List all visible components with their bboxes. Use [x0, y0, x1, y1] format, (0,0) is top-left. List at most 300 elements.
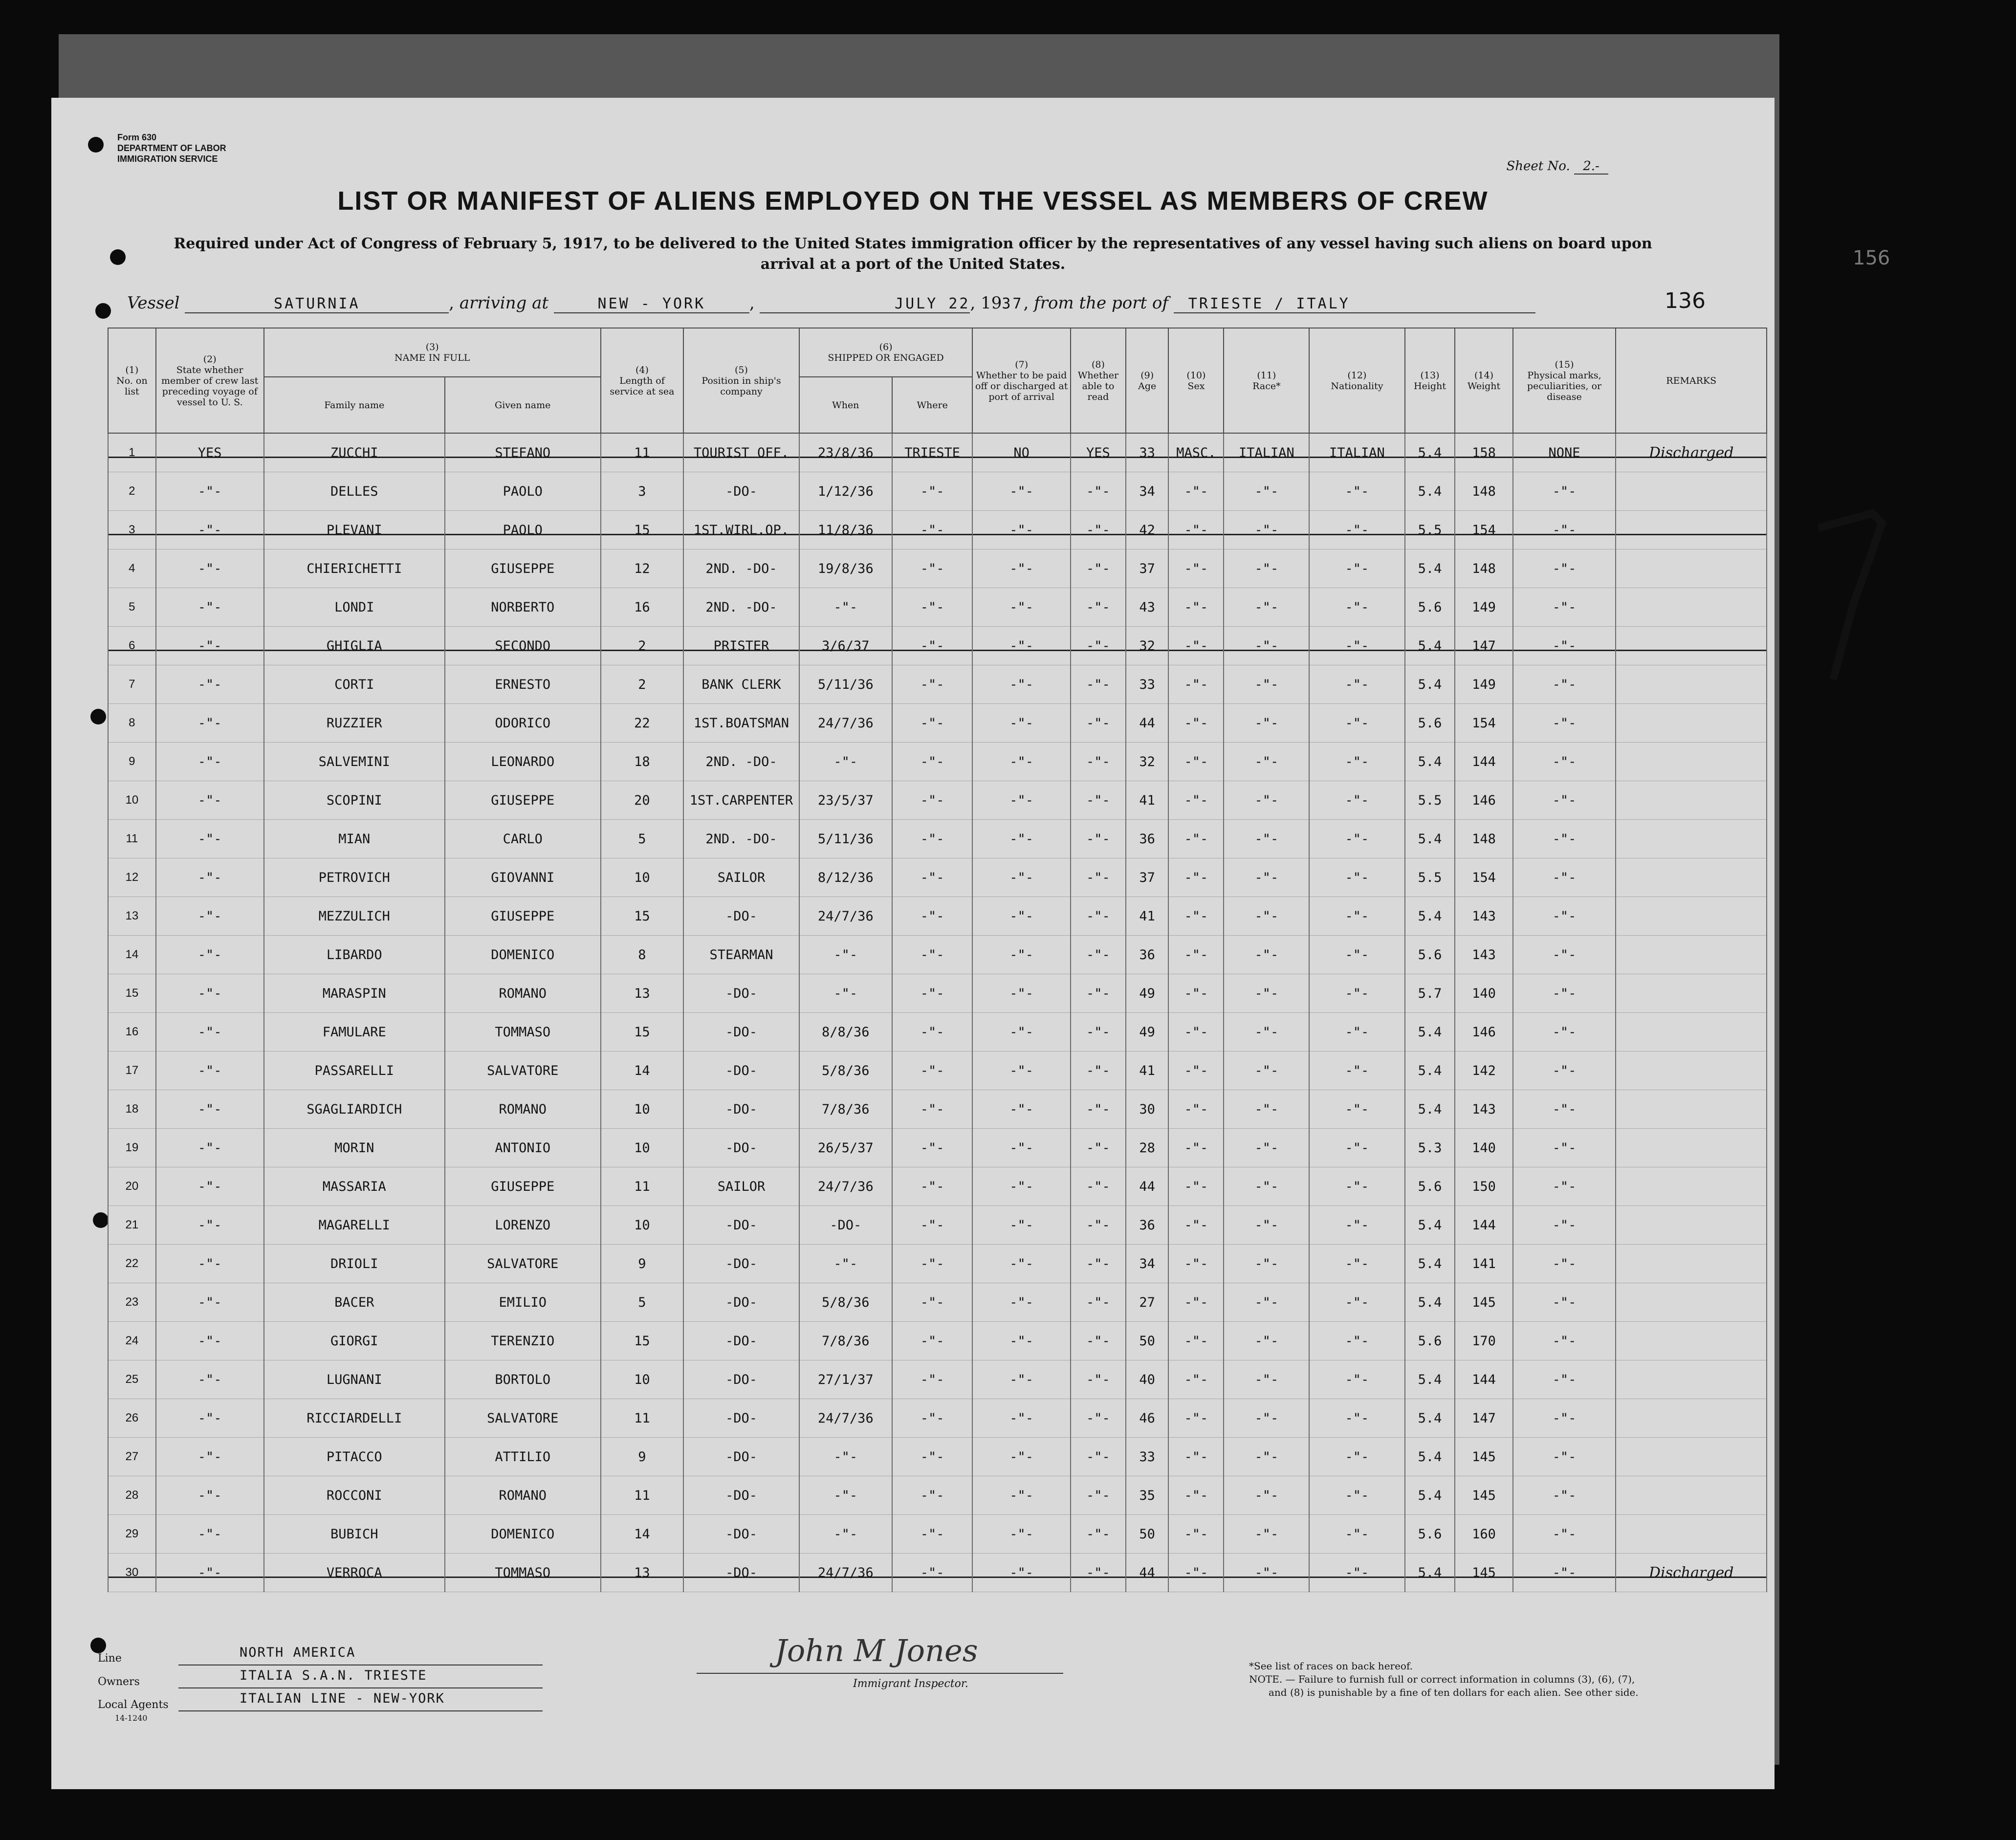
engaged-where-cell: -"- [892, 704, 973, 743]
punch-hole [90, 1638, 106, 1653]
service-length-cell: 2 [601, 665, 684, 704]
height-cell: 5.5 [1405, 858, 1455, 897]
service-length-cell: 9 [601, 1245, 684, 1283]
physical-marks-cell: NONE [1513, 433, 1616, 472]
physical-marks-cell: -"- [1513, 1245, 1616, 1283]
engaged-when-cell: 7/8/36 [799, 1322, 892, 1360]
sex-cell: -"- [1168, 1360, 1224, 1399]
header-last-voyage: (2) State whether member of crew last preceding voyage of vessel to U. S. [156, 328, 264, 433]
crew-table [108, 328, 1767, 1592]
form-number: Form 630 [117, 132, 157, 142]
weight-cell: 141 [1455, 1245, 1512, 1283]
last-voyage-cell: -"- [156, 858, 264, 897]
race-cell: -"- [1224, 1167, 1309, 1206]
age-cell: 32 [1126, 627, 1168, 665]
weight-cell: 154 [1455, 858, 1512, 897]
table-row [108, 974, 1767, 1013]
age-cell: 49 [1126, 1013, 1168, 1051]
engaged-where-cell: -"- [892, 1554, 973, 1592]
engaged-where-cell: -"- [892, 858, 973, 897]
list-number-cell: 7 [108, 665, 156, 704]
race-cell: -"- [1224, 936, 1309, 974]
engaged-when-cell: -"- [799, 936, 892, 974]
position-cell: SAILOR [683, 1167, 799, 1206]
family-name-cell: PASSARELLI [264, 1051, 445, 1090]
last-voyage-cell: -"- [156, 1013, 264, 1051]
family-name-cell: BACER [264, 1283, 445, 1322]
height-cell: 5.6 [1405, 936, 1455, 974]
family-name-cell: SCOPINI [264, 781, 445, 820]
position-cell: -DO- [683, 1554, 799, 1592]
sheet-number-value: 2.- [1574, 159, 1608, 175]
list-number-cell: 15 [108, 974, 156, 1013]
position-cell: -DO- [683, 472, 799, 511]
physical-marks-cell: -"- [1513, 549, 1616, 588]
height-cell: 5.4 [1405, 1206, 1455, 1245]
nationality-cell: -"- [1309, 974, 1404, 1013]
engaged-when-cell: 7/8/36 [799, 1090, 892, 1129]
paid-off-cell: -"- [972, 511, 1070, 549]
service-length-cell: 12 [601, 549, 684, 588]
able-to-read-cell: -"- [1071, 1167, 1126, 1206]
able-to-read-cell: -"- [1071, 781, 1126, 820]
table-row [108, 1554, 1767, 1592]
remarks-cell [1616, 1206, 1767, 1245]
engaged-where-cell: -"- [892, 1515, 973, 1554]
weight-cell: 144 [1455, 1206, 1512, 1245]
able-to-read-cell: -"- [1071, 1322, 1126, 1360]
sex-cell: -"- [1168, 820, 1224, 858]
family-name-cell: RICCIARDELLI [264, 1399, 445, 1438]
remarks-cell [1616, 1515, 1767, 1554]
physical-marks-cell: -"- [1513, 1322, 1616, 1360]
list-number-cell: 19 [108, 1129, 156, 1167]
able-to-read-cell: -"- [1071, 1476, 1126, 1515]
physical-marks-cell: -"- [1513, 1283, 1616, 1322]
weight-cell: 145 [1455, 1438, 1512, 1476]
remarks-cell [1616, 1167, 1767, 1206]
list-number-cell: 5 [108, 588, 156, 627]
engaged-where-cell: -"- [892, 1360, 973, 1399]
nationality-cell: -"- [1309, 820, 1404, 858]
line-label: Line [98, 1652, 122, 1665]
family-name-cell: CHIERICHETTI [264, 549, 445, 588]
last-voyage-cell: -"- [156, 936, 264, 974]
engaged-when-cell: -"- [799, 1476, 892, 1515]
nationality-cell: -"- [1309, 1051, 1404, 1090]
sheet-number-label: Sheet No. [1506, 159, 1570, 174]
able-to-read-cell: -"- [1071, 1399, 1126, 1438]
position-cell: TOURIST OFF. [683, 433, 799, 472]
able-to-read-cell: -"- [1071, 897, 1126, 936]
able-to-read-cell: -"- [1071, 1129, 1126, 1167]
nationality-cell: -"- [1309, 781, 1404, 820]
sex-cell: -"- [1168, 665, 1224, 704]
engaged-where-cell: -"- [892, 1090, 973, 1129]
able-to-read-cell: YES [1071, 433, 1126, 472]
engaged-when-cell: 23/8/36 [799, 433, 892, 472]
departure-port: TRIESTE / ITALY [1174, 295, 1535, 313]
height-cell: 5.3 [1405, 1129, 1455, 1167]
given-name-cell: GIUSEPPE [445, 781, 601, 820]
punch-hole [88, 137, 104, 153]
weight-cell: 144 [1455, 1360, 1512, 1399]
sex-cell: -"- [1168, 936, 1224, 974]
age-cell: 50 [1126, 1515, 1168, 1554]
age-cell: 36 [1126, 1206, 1168, 1245]
remarks-cell [1616, 588, 1767, 627]
height-cell: 5.6 [1405, 704, 1455, 743]
paid-off-cell: -"- [972, 1515, 1070, 1554]
given-name-cell: TOMMASO [445, 1013, 601, 1051]
table-row [108, 1322, 1767, 1360]
list-number-cell: 30 [108, 1554, 156, 1592]
family-name-cell: MEZZULICH [264, 897, 445, 936]
given-name-cell: ODORICO [445, 704, 601, 743]
age-cell: 36 [1126, 936, 1168, 974]
table-row [108, 511, 1767, 549]
paid-off-cell: -"- [972, 1206, 1070, 1245]
family-name-cell: GHIGLIA [264, 627, 445, 665]
weight-cell: 140 [1455, 974, 1512, 1013]
table-row [108, 588, 1767, 627]
header-when: When [799, 377, 892, 433]
height-cell: 5.4 [1405, 1245, 1455, 1283]
race-cell: -"- [1224, 1206, 1309, 1245]
race-cell: -"- [1224, 1554, 1309, 1592]
weight-cell: 146 [1455, 781, 1512, 820]
weight-cell: 145 [1455, 1283, 1512, 1322]
nationality-cell: -"- [1309, 627, 1404, 665]
penalty-note-2: and (8) is punishable by a fine of ten dollars for each alien. See other side. [1269, 1687, 1639, 1698]
family-name-cell: LUGNANI [264, 1360, 445, 1399]
list-number-cell: 25 [108, 1360, 156, 1399]
position-cell: -DO- [683, 1438, 799, 1476]
engaged-when-cell: 3/6/37 [799, 627, 892, 665]
sex-cell: -"- [1168, 1167, 1224, 1206]
physical-marks-cell: -"- [1513, 1206, 1616, 1245]
weight-cell: 148 [1455, 472, 1512, 511]
paid-off-cell: -"- [972, 1167, 1070, 1206]
table-row [108, 1283, 1767, 1322]
able-to-read-cell: -"- [1071, 1051, 1126, 1090]
engaged-where-cell: -"- [892, 549, 973, 588]
paid-off-cell: -"- [972, 1013, 1070, 1051]
race-cell: -"- [1224, 1476, 1309, 1515]
sex-cell: -"- [1168, 1322, 1224, 1360]
last-voyage-cell: -"- [156, 1283, 264, 1322]
owners-value: ITALIA S.A.N. TRIESTE [240, 1668, 427, 1683]
given-name-cell: TERENZIO [445, 1322, 601, 1360]
engaged-where-cell: -"- [892, 1245, 973, 1283]
physical-marks-cell: -"- [1513, 588, 1616, 627]
height-cell: 5.4 [1405, 1051, 1455, 1090]
able-to-read-cell: -"- [1071, 1245, 1126, 1283]
last-voyage-cell: -"- [156, 1051, 264, 1090]
owners-underline [178, 1687, 543, 1688]
age-cell: 40 [1126, 1360, 1168, 1399]
paid-off-cell: -"- [972, 665, 1070, 704]
given-name-cell: ROMANO [445, 1090, 601, 1129]
engaged-where-cell: -"- [892, 472, 973, 511]
given-name-cell: PAOLO [445, 472, 601, 511]
able-to-read-cell: -"- [1071, 704, 1126, 743]
service-length-cell: 18 [601, 743, 684, 781]
sex-cell: -"- [1168, 1283, 1224, 1322]
list-number-cell: 10 [108, 781, 156, 820]
service-length-cell: 8 [601, 936, 684, 974]
family-name-cell: DRIOLI [264, 1245, 445, 1283]
position-cell: -DO- [683, 1206, 799, 1245]
race-cell: -"- [1224, 1051, 1309, 1090]
last-voyage-cell: -"- [156, 781, 264, 820]
paid-off-cell: -"- [972, 549, 1070, 588]
engaged-when-cell: 1/12/36 [799, 472, 892, 511]
engaged-where-cell: -"- [892, 1206, 973, 1245]
paid-off-cell: -"- [972, 1476, 1070, 1515]
weight-cell: 147 [1455, 1399, 1512, 1438]
header-able-to-read: (8) Whether able to read [1071, 328, 1126, 433]
engaged-where-cell: -"- [892, 974, 973, 1013]
service-length-cell: 3 [601, 472, 684, 511]
service-length-cell: 9 [601, 1438, 684, 1476]
sex-cell: -"- [1168, 1129, 1224, 1167]
table-row [108, 472, 1767, 511]
vessel-name: SATURNIA [185, 295, 449, 313]
form-code: 14-1240 [115, 1713, 148, 1723]
agents-value: ITALIAN LINE - NEW-YORK [240, 1691, 445, 1706]
given-name-cell: STEFANO [445, 433, 601, 472]
family-name-cell: VERROCA [264, 1554, 445, 1592]
engaged-when-cell: -"- [799, 588, 892, 627]
table-row [108, 433, 1767, 472]
remarks-cell [1616, 1322, 1767, 1360]
service-length-cell: 11 [601, 433, 684, 472]
weight-cell: 143 [1455, 936, 1512, 974]
punch-hole [93, 1212, 109, 1228]
header-race: (11) Race* [1224, 328, 1309, 433]
given-name-cell: GIOVANNI [445, 858, 601, 897]
paid-off-cell: -"- [972, 627, 1070, 665]
footer-line-field [98, 1652, 122, 1665]
list-number-cell: 3 [108, 511, 156, 549]
last-voyage-cell: -"- [156, 472, 264, 511]
position-cell: -DO- [683, 1360, 799, 1399]
header-height: (13) Height [1405, 328, 1455, 433]
height-cell: 5.4 [1405, 897, 1455, 936]
physical-marks-cell: -"- [1513, 627, 1616, 665]
service-length-cell: 10 [601, 858, 684, 897]
remarks-cell: Discharged [1616, 1554, 1767, 1592]
remarks-cell [1616, 627, 1767, 665]
race-cell: -"- [1224, 1360, 1309, 1399]
footer-owners-field [98, 1676, 140, 1688]
able-to-read-cell: -"- [1071, 1360, 1126, 1399]
able-to-read-cell: -"- [1071, 511, 1126, 549]
table-row [108, 549, 1767, 588]
engaged-when-cell: 24/7/36 [799, 1554, 892, 1592]
family-name-cell: LONDI [264, 588, 445, 627]
race-cell: -"- [1224, 743, 1309, 781]
engaged-when-cell: 5/11/36 [799, 665, 892, 704]
weight-cell: 150 [1455, 1167, 1512, 1206]
position-cell: SAILOR [683, 858, 799, 897]
last-voyage-cell: -"- [156, 1245, 264, 1283]
service-length-cell: 5 [601, 820, 684, 858]
agents-label: Local Agents [98, 1699, 169, 1711]
table-row [108, 1051, 1767, 1090]
last-voyage-cell: -"- [156, 1554, 264, 1592]
age-cell: 41 [1126, 897, 1168, 936]
engaged-when-cell: 5/8/36 [799, 1283, 892, 1322]
weight-cell: 149 [1455, 588, 1512, 627]
age-cell: 37 [1126, 549, 1168, 588]
weight-cell: 160 [1455, 1515, 1512, 1554]
engaged-where-cell: -"- [892, 781, 973, 820]
race-cell: -"- [1224, 627, 1309, 665]
position-cell: -DO- [683, 974, 799, 1013]
remarks-cell [1616, 820, 1767, 858]
family-name-cell: ROCCONI [264, 1476, 445, 1515]
engaged-when-cell: 8/8/36 [799, 1013, 892, 1051]
physical-marks-cell: -"- [1513, 1399, 1616, 1438]
engaged-where-cell: -"- [892, 1051, 973, 1090]
header-given-name: Given name [445, 377, 601, 433]
list-number-cell: 18 [108, 1090, 156, 1129]
table-row [108, 1013, 1767, 1051]
family-name-cell: PITACCO [264, 1438, 445, 1476]
position-cell: 1ST.CARPENTER [683, 781, 799, 820]
position-cell: 2ND. -DO- [683, 820, 799, 858]
engaged-when-cell: -"- [799, 974, 892, 1013]
height-cell: 5.4 [1405, 472, 1455, 511]
race-cell: -"- [1224, 549, 1309, 588]
paid-off-cell: -"- [972, 1554, 1070, 1592]
able-to-read-cell: -"- [1071, 588, 1126, 627]
age-cell: 34 [1126, 1245, 1168, 1283]
nationality-cell: ITALIAN [1309, 433, 1404, 472]
paid-off-cell: -"- [972, 820, 1070, 858]
table-row [108, 1515, 1767, 1554]
race-cell: -"- [1224, 588, 1309, 627]
list-number-cell: 17 [108, 1051, 156, 1090]
table-row [108, 1360, 1767, 1399]
engaged-when-cell: -"- [799, 1438, 892, 1476]
weight-cell: 144 [1455, 743, 1512, 781]
last-voyage-cell: -"- [156, 588, 264, 627]
last-voyage-cell: -"- [156, 1438, 264, 1476]
given-name-cell: GIUSEPPE [445, 897, 601, 936]
remarks-cell [1616, 472, 1767, 511]
engaged-when-cell: 23/5/37 [799, 781, 892, 820]
list-number-cell: 12 [108, 858, 156, 897]
given-name-cell: SECONDO [445, 627, 601, 665]
remarks-cell [1616, 1051, 1767, 1090]
position-cell: 2ND. -DO- [683, 588, 799, 627]
table-row [108, 936, 1767, 974]
remarks-cell [1616, 1090, 1767, 1129]
list-number-cell: 2 [108, 472, 156, 511]
remarks-cell [1616, 1399, 1767, 1438]
service-length-cell: 10 [601, 1090, 684, 1129]
family-name-cell: BUBICH [264, 1515, 445, 1554]
inspector-signature: John M Jones [775, 1633, 978, 1668]
nationality-cell: -"- [1309, 743, 1404, 781]
sex-cell: -"- [1168, 588, 1224, 627]
race-cell: -"- [1224, 472, 1309, 511]
position-cell: -DO- [683, 1322, 799, 1360]
physical-marks-cell: -"- [1513, 1013, 1616, 1051]
weight-cell: 170 [1455, 1322, 1512, 1360]
engaged-when-cell: 5/11/36 [799, 820, 892, 858]
able-to-read-cell: -"- [1071, 936, 1126, 974]
given-name-cell: ANTONIO [445, 1129, 601, 1167]
footer-notes [1249, 1660, 1639, 1699]
physical-marks-cell: -"- [1513, 858, 1616, 897]
weight-cell: 148 [1455, 549, 1512, 588]
last-voyage-cell: -"- [156, 1129, 264, 1167]
race-cell: -"- [1224, 1322, 1309, 1360]
vessel-label: Vessel [127, 293, 180, 313]
nationality-cell: -"- [1309, 1167, 1404, 1206]
remarks-cell [1616, 549, 1767, 588]
physical-marks-cell: -"- [1513, 1515, 1616, 1554]
paid-off-cell: -"- [972, 743, 1070, 781]
nationality-cell: -"- [1309, 1129, 1404, 1167]
remarks-cell [1616, 1245, 1767, 1283]
sex-cell: -"- [1168, 1245, 1224, 1283]
race-cell: -"- [1224, 1515, 1309, 1554]
remarks-cell [1616, 665, 1767, 704]
physical-marks-cell: -"- [1513, 1476, 1616, 1515]
age-cell: 33 [1126, 1438, 1168, 1476]
last-voyage-cell: -"- [156, 1360, 264, 1399]
weight-cell: 154 [1455, 704, 1512, 743]
given-name-cell: TOMMASO [445, 1554, 601, 1592]
header-physical-marks: (15) Physical marks, peculiarities, or disease [1513, 328, 1616, 433]
given-name-cell: ROMANO [445, 1476, 601, 1515]
engaged-when-cell: 5/8/36 [799, 1051, 892, 1090]
weight-cell: 142 [1455, 1051, 1512, 1090]
height-cell: 5.4 [1405, 1554, 1455, 1592]
weight-cell: 146 [1455, 1013, 1512, 1051]
list-number-cell: 8 [108, 704, 156, 743]
engaged-when-cell: -DO- [799, 1206, 892, 1245]
paid-off-cell: NO [972, 433, 1070, 472]
able-to-read-cell: -"- [1071, 549, 1126, 588]
table-row [108, 897, 1767, 936]
physical-marks-cell: -"- [1513, 704, 1616, 743]
able-to-read-cell: -"- [1071, 820, 1126, 858]
nationality-cell: -"- [1309, 1399, 1404, 1438]
manifest-sheet [51, 98, 1775, 1789]
engaged-when-cell: 11/8/36 [799, 511, 892, 549]
table-row [108, 1245, 1767, 1283]
remarks-cell [1616, 1129, 1767, 1167]
remarks-cell [1616, 974, 1767, 1013]
nationality-cell: -"- [1309, 1013, 1404, 1051]
remarks-cell [1616, 511, 1767, 549]
physical-marks-cell: -"- [1513, 1090, 1616, 1129]
nationality-cell: -"- [1309, 1438, 1404, 1476]
header-nationality: (12) Nationality [1309, 328, 1404, 433]
remarks-cell [1616, 936, 1767, 974]
last-voyage-cell: -"- [156, 743, 264, 781]
header-length-of-service: (4) Length of service at sea [601, 328, 684, 433]
document-title: LIST OR MANIFEST OF ALIENS EMPLOYED ON THE VESSEL AS MEMBERS OF CREW [337, 186, 1489, 216]
engaged-where-cell: -"- [892, 1438, 973, 1476]
engaged-where-cell: -"- [892, 743, 973, 781]
